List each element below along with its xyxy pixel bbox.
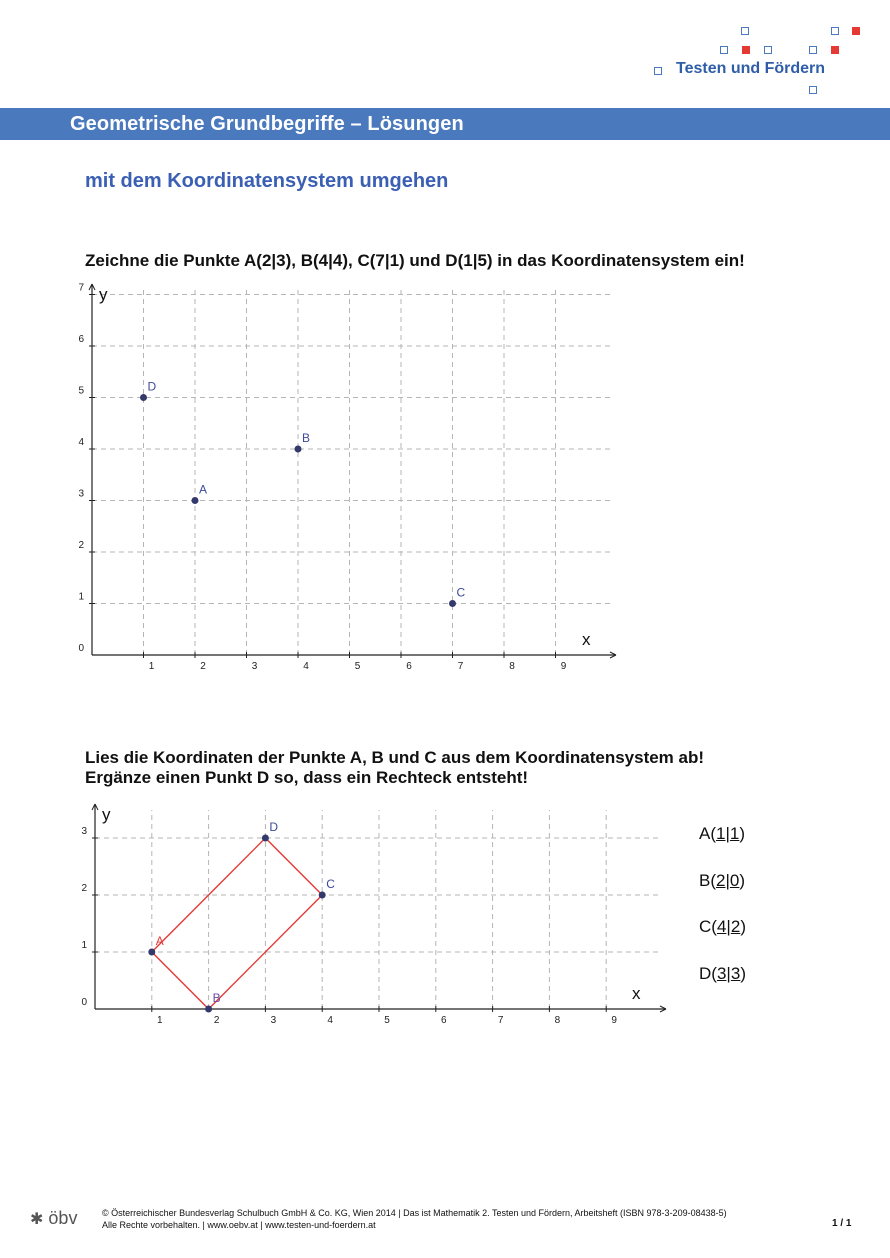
task1-instruction: Zeichne die Punkte A(2|3), B(4|4), C(7|1) und D(1|5) in das Koordinatensystem ein!: [85, 251, 745, 270]
answer-C: C(4|2): [699, 917, 746, 936]
point-label-C: C: [326, 877, 335, 891]
x-tick-label: 4: [303, 661, 309, 672]
x-tick-label: 4: [327, 1015, 333, 1026]
y-tick-label: 3: [78, 488, 84, 500]
answer-A: A(1|1): [699, 824, 746, 843]
answer-B: B(2|0): [699, 871, 746, 890]
point-B: [205, 1006, 212, 1013]
x-tick-label: 9: [611, 1015, 617, 1026]
x-axis-label: x: [582, 630, 591, 649]
section-subtitle: mit dem Koordinatensystem umgehen: [85, 170, 449, 192]
point-label-B: B: [302, 431, 311, 445]
point-B: [295, 446, 302, 453]
page-number: 1 / 1: [832, 1218, 852, 1229]
x-tick-label: 5: [354, 661, 361, 672]
y-axis-label: y: [99, 285, 108, 304]
y-tick-label: 6: [78, 334, 84, 345]
y-tick-label: 7: [78, 282, 84, 294]
task2-instruction-line1: Lies die Koordinaten der Punkte A, B und C aus dem Koordinatensystem ab!: [85, 748, 705, 767]
y-tick-label: 4: [78, 437, 84, 448]
point-A: [148, 949, 155, 956]
x-tick-label: 6: [441, 1015, 447, 1026]
point-D: [262, 835, 269, 842]
point-label-D: D: [147, 379, 157, 394]
x-tick-label: 5: [384, 1015, 390, 1026]
x-tick-label: 1: [148, 661, 155, 672]
x-tick-label: 8: [554, 1015, 561, 1026]
x-tick-label: 3: [270, 1015, 277, 1026]
y-tick-label: 2: [78, 540, 84, 551]
point-label-A: A: [155, 934, 164, 948]
y-axis-label: y: [102, 805, 111, 824]
point-label-B: B: [212, 991, 221, 1005]
y-tick-label: 0: [78, 643, 84, 654]
y-tick-label: 1: [78, 591, 84, 603]
x-tick-label: 3: [251, 661, 258, 672]
footer-rights: Alle Rechte vorbehalten. | www.oebv.at | www.testen-und-foerdern.at: [102, 1220, 376, 1230]
x-tick-label: 8: [509, 661, 515, 672]
point-A: [192, 497, 199, 504]
x-tick-label: 1: [157, 1015, 163, 1026]
y-tick-label: 2: [81, 883, 87, 894]
brand-name: Testen und Fördern: [676, 60, 826, 77]
y-tick-label: 5: [78, 385, 84, 397]
x-tick-label: 7: [457, 661, 464, 672]
x-axis-label: x: [632, 984, 641, 1003]
x-tick-label: 2: [213, 1015, 220, 1026]
point-label-A: A: [199, 482, 208, 497]
footer-copyright: © Österreichischer Bundesverlag Schulbuch GmbH & Co. KG, Wien 2014 | Das ist Mathematik 2. Testen und Fördern, Arbeitsheft (ISBN 978-3-209-08438-5): [102, 1208, 727, 1218]
x-tick-label: 7: [497, 1015, 504, 1026]
point-label-D: D: [269, 820, 279, 834]
x-tick-label: 6: [406, 661, 412, 672]
x-tick-label: 9: [560, 661, 567, 672]
point-C: [319, 892, 326, 899]
point-label-C: C: [456, 585, 466, 600]
answer-D: D(3|3): [699, 964, 746, 983]
y-tick-label: 1: [81, 940, 87, 951]
task2-instruction-line2: Ergänze einen Punkt D so, dass ein Rechteck entsteht!: [85, 768, 529, 787]
logo-star-icon: ✱: [30, 1211, 44, 1228]
oebv-logo: [30, 1208, 77, 1229]
x-tick-label: 2: [200, 661, 206, 672]
y-tick-label: 3: [81, 826, 87, 837]
point-D: [140, 394, 147, 401]
y-tick-label: 0: [81, 997, 87, 1008]
point-C: [449, 600, 456, 607]
rectangle-outline: [152, 838, 322, 1009]
page-title: Geometrische Grundbegriffe – Lösungen: [70, 113, 464, 135]
logo-text: öbv: [48, 1208, 78, 1228]
